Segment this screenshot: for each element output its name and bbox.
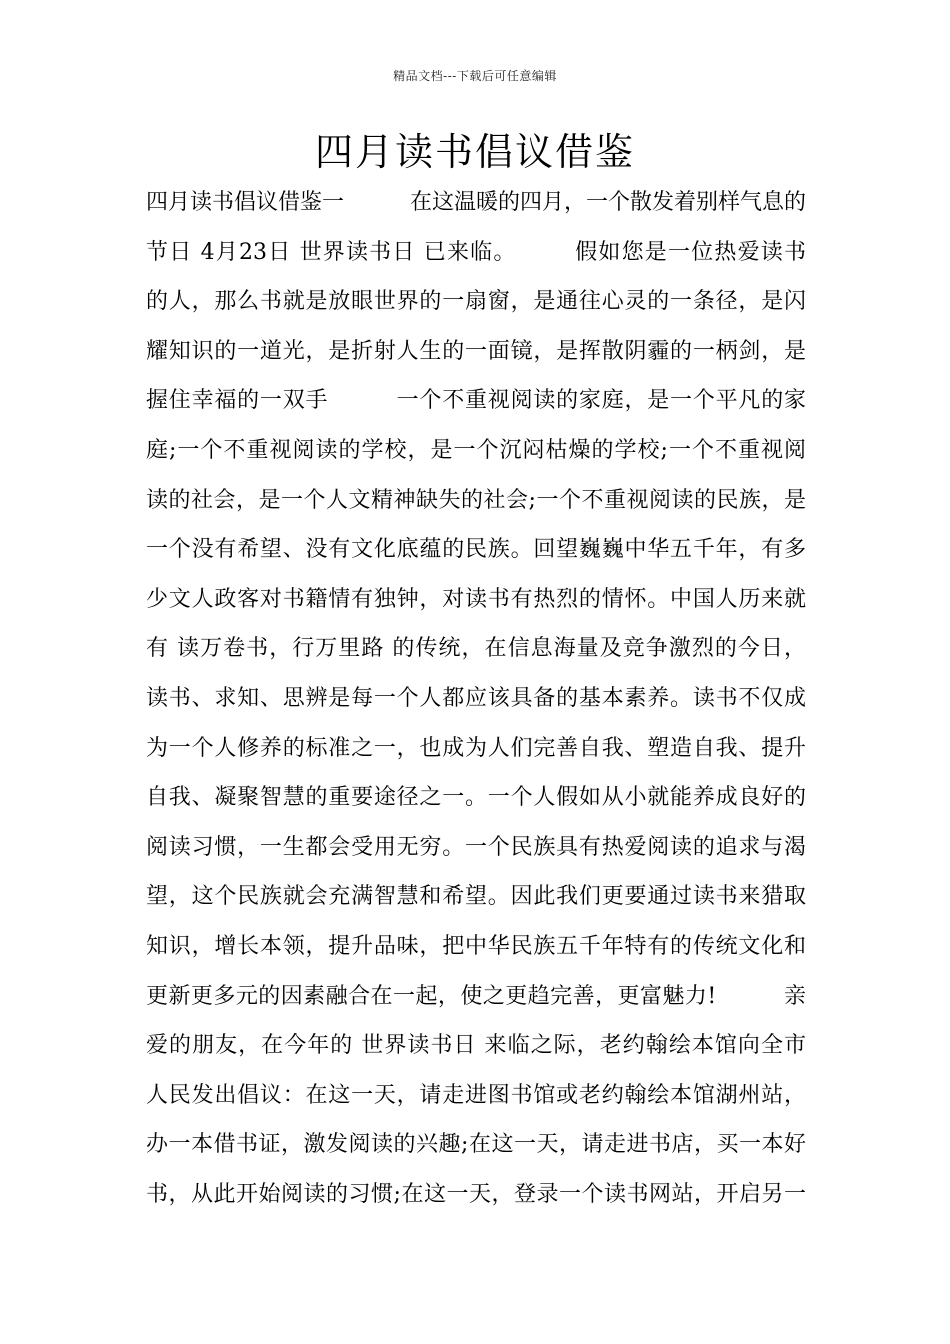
body-line: 有 读万卷书，行万里路 的传统，在信息海量及竞争激烈的今日，: [146, 636, 806, 662]
body-line: 的人，那么书就是放眼世界的一扇窗，是通往心灵的一条径，是闪: [146, 289, 806, 315]
document-title: 四月读书倡议借鉴: [314, 130, 635, 174]
body-line: 庭;一个不重视阅读的学校，是一个沉闷枯燥的学校;一个不重视阅: [146, 437, 806, 463]
body-line: 办一本借书证，激发阅读的兴趣;在这一天，请走进书店，买一本好: [146, 1132, 806, 1158]
body-line: 耀知识的一道光，是折射人生的一面镜，是挥散阴霾的一柄剑，是: [146, 338, 806, 364]
body-line: 知识，增长本领，提升品味，把中华民族五千年特有的传统文化和: [146, 933, 806, 959]
body-line: 自我、凝聚智慧的重要途径之一。一个人假如从小就能养成良好的: [146, 785, 806, 811]
body-line: 握住幸福的一双手 一个不重视阅读的家庭，是一个平凡的家: [146, 388, 806, 414]
header-note: 精品文档---下载后可任意编辑: [393, 69, 557, 83]
body-line: 望，这个民族就会充满智慧和希望。因此我们更要通过读书来猎取: [146, 884, 806, 910]
body-line: 读书、求知、思辨是每一个人都应该具备的基本素养。读书不仅成: [146, 685, 806, 711]
document-body: [146, 178, 806, 1219]
body-line: 四月读书倡议借鉴一 在这温暖的四月，一个散发着别样气息的: [146, 190, 806, 215]
body-line: 人民发出倡议：在这一天，请走进图书馆或老约翰绘本馆湖州站，: [146, 1082, 806, 1108]
body-line: 一个没有希望、没有文化底蕴的民族。回望巍巍中华五千年，有多: [146, 537, 806, 563]
body-line: 爱的朋友，在今年的 世界读书日 来临之际，老约翰绘本馆向全市: [146, 1033, 806, 1059]
body-line: 更新更多元的因素融合在一起，使之更趋完善，更富魅力! 亲: [146, 983, 806, 1009]
body-line: 少文人政客对书籍情有独钟，对读书有热烈的情怀。中国人历来就: [146, 586, 806, 612]
body-line: 书，从此开始阅读的习惯;在这一天，登录一个读书网站，开启另一: [146, 1181, 806, 1207]
body-line: 读的社会，是一个人文精神缺失的社会;一个不重视阅读的民族，是: [146, 487, 806, 513]
body-line: 节日 4月23日 世界读书日 已来临。 假如您是一位热爱读书: [146, 239, 806, 265]
body-line: 为一个人修养的标准之一，也成为人们完善自我、塑造自我、提升: [146, 735, 806, 761]
body-line: 阅读习惯，一生都会受用无穷。一个民族具有热爱阅读的追求与渴: [146, 834, 806, 860]
